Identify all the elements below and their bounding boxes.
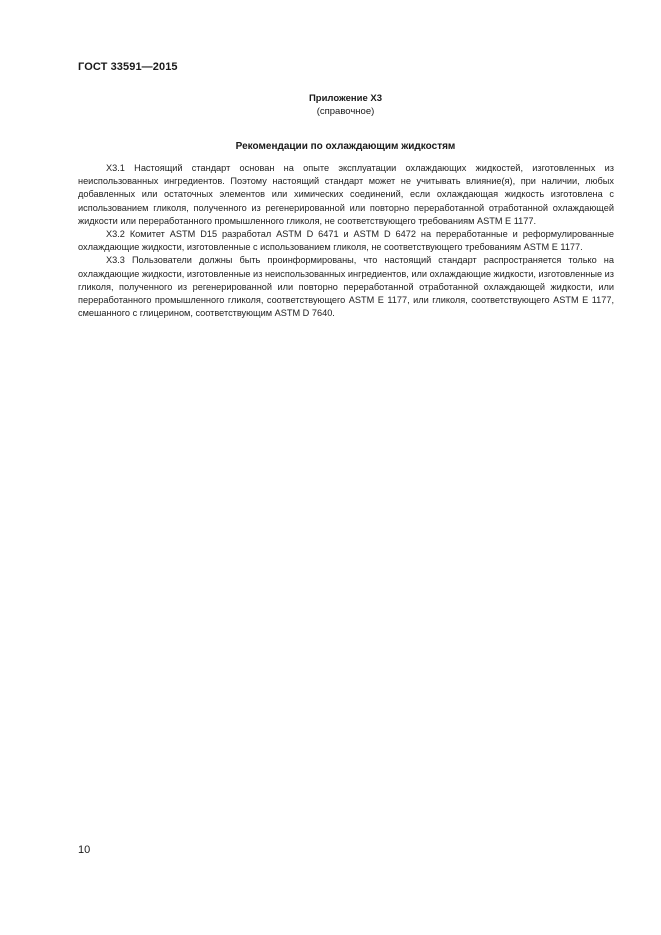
annex-header: [0, 92, 661, 118]
body-text: [78, 162, 614, 320]
paragraph-x3-1: Х3.1 Настоящий стандарт основан на опыте эксплуатации охлаждающих жидкостей, изготовленных из неиспользованных ингредиентов. Поэтому настоящий стандарт может не учитывать влияние(я), при наличии, любых добавленных или остаточных элементов или химических соединений, если охлаждающая жидкость изготовлена с использованием гликоля, полученного из регенерированной или повторно переработанной отработанной охлаждающей жидкости или переработанного промышленного гликоля, не соответствующего требованиям ASTM E 1177.: [78, 163, 614, 226]
paragraph-x3-2: Х3.2 Комитет ASTM D15 разработал ASTM D 6471 и ASTM D 6472 на переработанные и реформулированные охлаждающие жидкости, изготовленные с использованием гликоля, не соответствующего требованиям ASTM E 1177.: [78, 229, 614, 253]
section-heading: Рекомендации по охлаждающим жидкостям: [235, 141, 456, 152]
annex-subtitle: (справочное): [316, 106, 375, 117]
annex-title: Приложение Х3: [308, 93, 383, 104]
page-number: 10: [78, 844, 91, 856]
paragraph-x3-3: Х3.3 Пользователи должны быть проинформированы, что настоящий стандарт распространяется только на охлаждающие жидкости, изготовленные из неиспользованных ингредиентов, или охлаждающие жидкости, изготовленные из гликоля, полученного из регенерированной или повторно переработанной отработанной охлаждающей жидкости, или переработанного промышленного гликоля, соответствующего ASTM E 1177, или гликоля, соответствующего ASTM E 1177, смешанного с глицерином, соответствующим ASTM D 7640.: [78, 255, 614, 319]
document-code: ГОСТ 33591—2015: [78, 61, 178, 73]
